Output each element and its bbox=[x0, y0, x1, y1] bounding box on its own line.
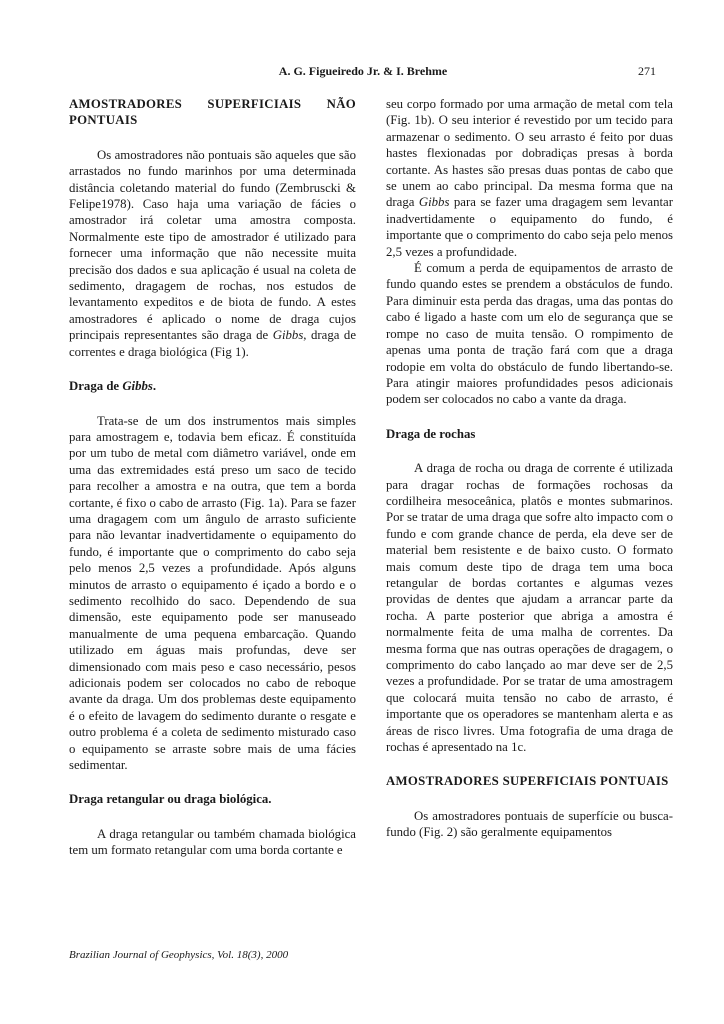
text-run: , draga de correntes e draga biológica (Fig 1). bbox=[69, 328, 356, 359]
paragraph-rectangular-cont bbox=[386, 96, 673, 260]
text-run: seu corpo formado por uma armação de metal com tela (Fig. 1b). O seu interior é revestido por um tecido para armazenar o sedimento. O seu arrasto é feito por duas hastes flexionadas por dobradiças presas à borda cortante. As hastes são presas duas pontas de cabo que se unem ao cabo principal. Da mesma forma que na draga bbox=[386, 97, 673, 210]
section-title-nonpoint-samplers: AMOSTRADORES SUPERFICIAIS NÃO PONTUAIS bbox=[69, 97, 356, 128]
italic-term: Gibbs bbox=[418, 195, 450, 210]
subsection-title-gibbs-dredge bbox=[69, 378, 356, 394]
subsection-title-rectangular-dredge: Draga retangular ou draga biológica. bbox=[69, 792, 272, 807]
text-run: . bbox=[152, 379, 157, 394]
header-authors: A. G. Figueiredo Jr. & I. Brehme bbox=[278, 64, 448, 78]
page-number: 271 bbox=[638, 64, 656, 78]
paragraph-point-samplers: Os amostradores pontuais de superfície ou busca-fundo (Fig. 2) são geralmente equipamentos bbox=[386, 808, 673, 840]
left-column bbox=[69, 96, 356, 859]
text-run: Draga de bbox=[69, 379, 123, 394]
section-title-point-samplers: AMOSTRADORES SUPERFICIAIS PONTUAIS bbox=[386, 774, 669, 789]
italic-term: Gibbs bbox=[272, 328, 304, 343]
text-run: Os amostradores não pontuais são aqueles que são arrastados no fundo marinhos por uma determinada distância coletando material do fundo (Zembruscki & Felipe1978). Caso haja uma variação de fácies o amostrador irá coletar uma amostra composta. Normalmente este tipo de amostrador é utilizado para fornecer uma informação que não necessite muita precisão dos dados e sua aplicação é usual na coleta de sedimento, dragagem de rochas, nos estudos de levantamento expeditos e de biota de fundo. A estes amostradores é aplicado o nome de draga cujos principais representantes são draga de bbox=[69, 147, 356, 343]
subsection-title-rock-dredge: Draga de rochas bbox=[386, 426, 476, 441]
paragraph-nonpoint-intro bbox=[69, 147, 356, 360]
paragraph-rectangular-start: A draga retangular ou também chamada biológica tem um formato retangular com uma borda cortante e bbox=[69, 826, 356, 858]
running-header bbox=[70, 64, 656, 84]
right-column bbox=[386, 96, 673, 841]
paragraph-rock-dredge: A draga de rocha ou draga de corrente é utilizada para dragar rochas de formações rochosas da cordilheira mesoceânica, platôs e montes submarinos. Por se tratar de uma draga que sofre alto impacto com o fundo e com grande chance de perda, ela deve ser de material bem resistente e de baixo custo. O formato mais comum deste tipo de draga tem uma boca retangular de bordas cortantes e algumas vezes providas de dentes que ajudam a arrancar parte da rocha. A parte posterior que abriga a amostra é normalmente feita de uma malha de correntes. Da mesma forma que nas outras operações de dragagem, o comprimento do cabo lançado ao mar deve ser de 2,5 vezes a profundidade. Por se tratar de uma amostragem que colocará muita tensão no cabo de arrasto, é importante que os operadores se mantenham alerta e as áreas de risco livres. Uma fotografia de uma draga de rochas é apresentado na 1c. bbox=[386, 461, 673, 755]
text-run: para se fazer uma dragagem sem levantar inadvertidamente o equipamento do fundo, é importante que o comprimento do cabo seja pelo menos 2,5 vezes a profundidade. bbox=[386, 195, 673, 259]
paragraph-gibbs-description: Trata-se de um dos instrumentos mais simples para amostragem e, todavia bem eficaz. É constituída por um tubo de metal com diâmetro variável, onde em uma das extremidades está preso um saco de tecido para recolher a amostra e na outra, que tem a borda cortante, é fixo o cabo de arrasto (Fig. 1a). Para se fazer uma dragagem com um ângulo de arrasto suficiente para não levantar inadvertidamente o equipamento do fundo, é importante que o comprimento do cabo seja pelo menos 2,5 vezes a profundidade. Após alguns minutos de arrasto o equipamento é içado a bordo e o sedimento recolhido do saco. Dependendo de sua dimensão, este equipamento pode ser manuseado manualmente de uma pequena embarcação. Quando utilizado em águas mais profundas, deve ser dimensionado com mais peso e caso necessário, pesos adicionais podem ser colocados no cabo de reboque avante da draga. Um dos problemas deste equipamento é o efeito de lavagem do sedimento durante o resgate e outro problema é a coleta de sedimento misturado caso o equipamento se arraste sobre mais de uma fácies sedimentar. bbox=[69, 413, 356, 773]
paragraph-equipment-loss: É comum a perda de equipamentos de arrasto de fundo quando estes se prendem a obstáculos de fundo. Para diminuir esta perda das dragas, uma das pontas do cabo é ligado a haste com um elo de segurança que se rompe no caso de muita tensão. O rompimento de apenas uma ponta de tração fará com que a draga rodopie em volta do obstáculo de fundo libertando-se. Para atingir maiores profundidades pesos adicionais podem ser colocados no cabo a vante da draga. bbox=[386, 261, 673, 407]
journal-footer: Brazilian Journal of Geophysics, Vol. 18(3), 2000 bbox=[69, 949, 289, 961]
italic-term: Gibbs bbox=[122, 379, 153, 394]
